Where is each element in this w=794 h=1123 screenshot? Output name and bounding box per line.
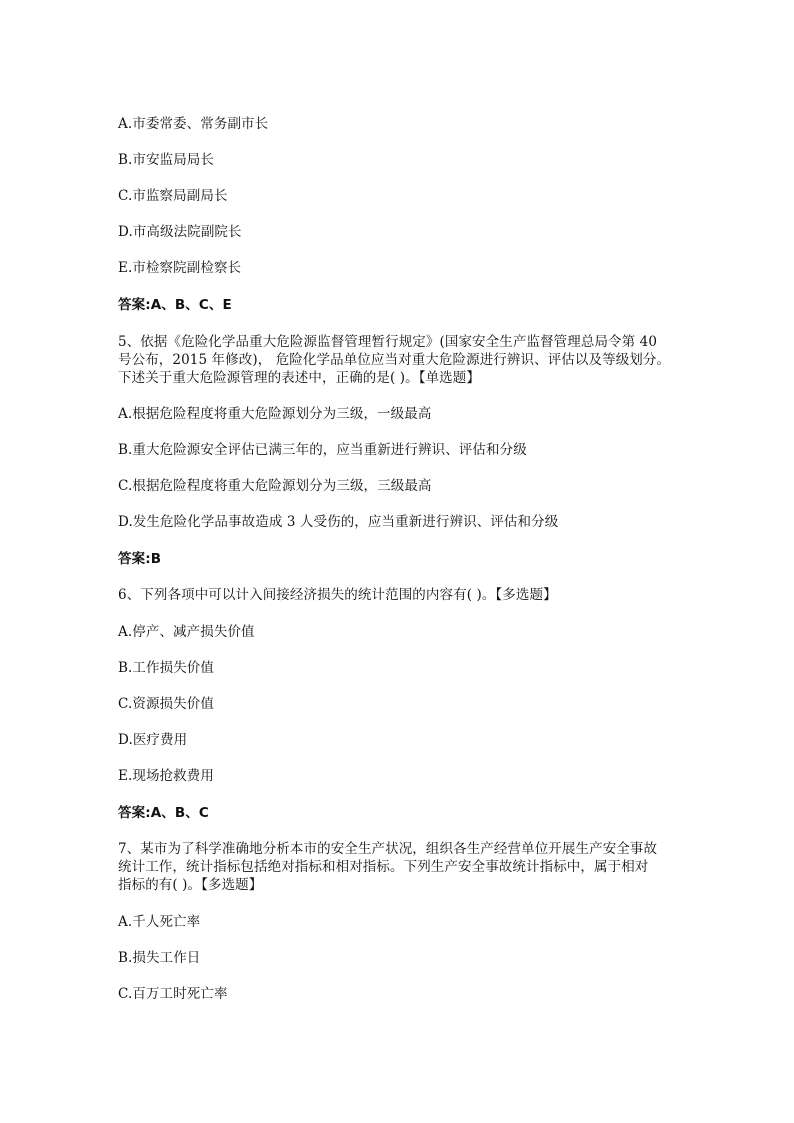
q7-stem-line-3: 指标的有( )。【多选题】 bbox=[118, 877, 263, 893]
q6-option-e: E.现场抢救费用 bbox=[118, 768, 214, 784]
q5-option-d: D.发生危险化学品事故造成 3 人受伤的，应当重新进行辨识、评估和分级 bbox=[118, 514, 559, 530]
q6-option-a: A.停产、减产损失价值 bbox=[118, 624, 255, 640]
q4-option-c: C.市监察局副局长 bbox=[118, 188, 228, 204]
q4-answer: 答案:A、B、C、E bbox=[118, 297, 232, 313]
q5-option-a: A.根据危险程度将重大危险源划分为三级，一级最高 bbox=[118, 406, 432, 422]
q5-stem-line-2: 号公布，2015 年修改)， 危险化学品单位应当对重大危险源进行辨识、评估以及等级划分。 bbox=[118, 352, 671, 368]
q7-option-a: A.千人死亡率 bbox=[118, 914, 201, 930]
q7-option-b: B.损失工作日 bbox=[118, 950, 201, 966]
q6-stem-line-1: 6、下列各项中可以计入间接经济损失的统计范围的内容有( )。【多选题】 bbox=[118, 587, 557, 603]
q5-stem-line-1: 5、依据《危险化学品重大危险源监督管理暂行规定》(国家安全生产监督管理总局令第 40 bbox=[118, 334, 658, 350]
q6-option-c: C.资源损失价值 bbox=[118, 696, 214, 712]
q7-stem-line-2: 统计工作，统计指标包括绝对指标和相对指标。下列生产安全事故统计指标中，属于相对 bbox=[118, 859, 649, 875]
q5-option-c: C.根据危险程度将重大危险源划分为三级，三级最高 bbox=[118, 478, 432, 494]
q6-option-d: D.医疗费用 bbox=[118, 732, 188, 748]
q4-option-d: D.市高级法院副院长 bbox=[118, 224, 242, 240]
q5-answer: 答案:B bbox=[118, 551, 162, 567]
q5-stem-line-3: 下述关于重大危险源管理的表述中，正确的是( )。【单选题】 bbox=[118, 370, 480, 386]
q4-option-b: B.市安监局局长 bbox=[118, 152, 215, 168]
q6-option-b: B.工作损失价值 bbox=[118, 660, 215, 676]
q5-option-b: B.重大危险源安全评估已满三年的，应当重新进行辨识、评估和分级 bbox=[118, 442, 527, 458]
q4-option-a: A.市委常委、常务副市长 bbox=[118, 116, 269, 132]
q7-stem-line-1: 7、某市为了科学准确地分析本市的安全生产状况，组织各生产经营单位开展生产安全事故 bbox=[118, 841, 658, 857]
q6-answer: 答案:A、B、C bbox=[118, 805, 209, 821]
q7-option-c: C.百万工时死亡率 bbox=[118, 986, 228, 1002]
q4-option-e: E.市检察院副检察长 bbox=[118, 260, 242, 276]
